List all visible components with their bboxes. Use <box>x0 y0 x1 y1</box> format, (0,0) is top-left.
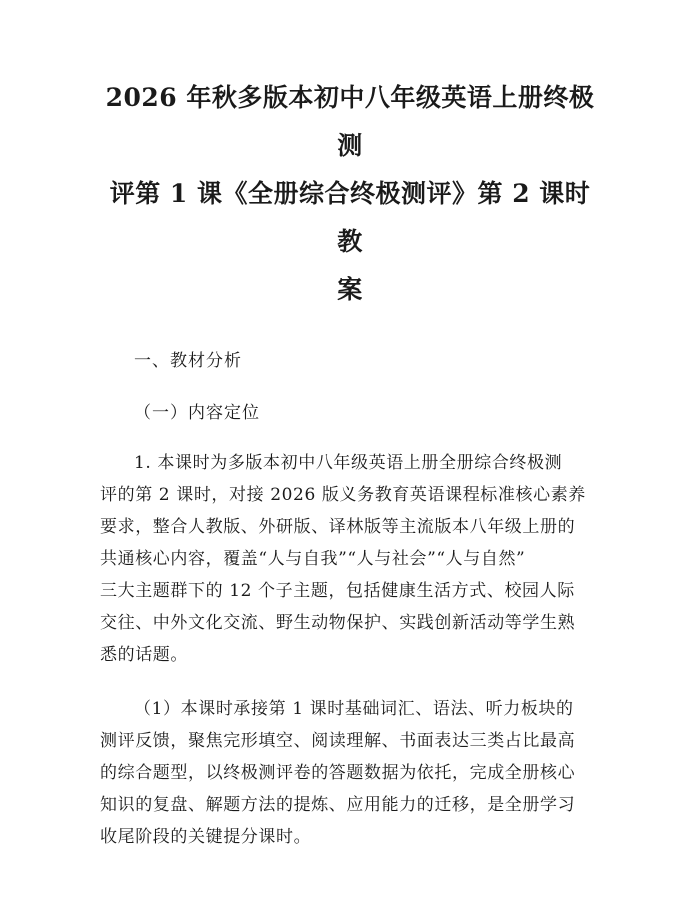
paragraph-content-positioning <box>100 447 600 671</box>
paragraph-line: 交往、中外文化交流、野生动物保护、实践创新活动等学生熟 <box>100 613 576 633</box>
paragraph-lesson-role <box>100 693 600 853</box>
paragraph-line: 的综合题型，以终极测评卷的答题数据为依托，完成全册核心 <box>100 763 576 783</box>
paragraph-line: 评的第 2 课时，对接 2026 版义务教育英语课程标准核心素养 <box>100 485 586 505</box>
title-line: 2026 年秋多版本初中八年级英语上册终极测 <box>105 83 595 160</box>
document-title <box>100 74 600 314</box>
subsection-heading: （一）内容定位 <box>134 403 260 423</box>
paragraph-line: 三大主题群下的 12 个子主题，包括健康生活方式、校园人际 <box>100 581 575 601</box>
paragraph-line: （1）本课时承接第 1 课时基础词汇、语法、听力板块的 <box>134 699 574 719</box>
paragraph-line: 知识的复盘、解题方法的提炼、应用能力的迁移，是全册学习 <box>100 795 576 815</box>
paragraph-line: 要求，整合人教版、外研版、译林版等主流版本八年级上册的 <box>100 517 576 537</box>
title-line: 评第 1 课《全册综合终极测评》第 2 课时教 <box>109 179 591 256</box>
paragraph-line: 测评反馈，聚焦完形填空、阅读理解、书面表达三类占比最高 <box>100 731 576 751</box>
section-heading: 一、教材分析 <box>134 351 242 371</box>
paragraph-line: 共通核心内容，覆盖“人与自我”“人与社会”“人与自然” <box>100 549 526 569</box>
title-line: 案 <box>337 275 363 304</box>
paragraph-line: 收尾阶段的关键提分课时。 <box>100 827 312 847</box>
paragraph-line: 悉的话题。 <box>100 645 188 665</box>
paragraph-line: 1. 本课时为多版本初中八年级英语上册全册综合终极测 <box>134 453 563 473</box>
